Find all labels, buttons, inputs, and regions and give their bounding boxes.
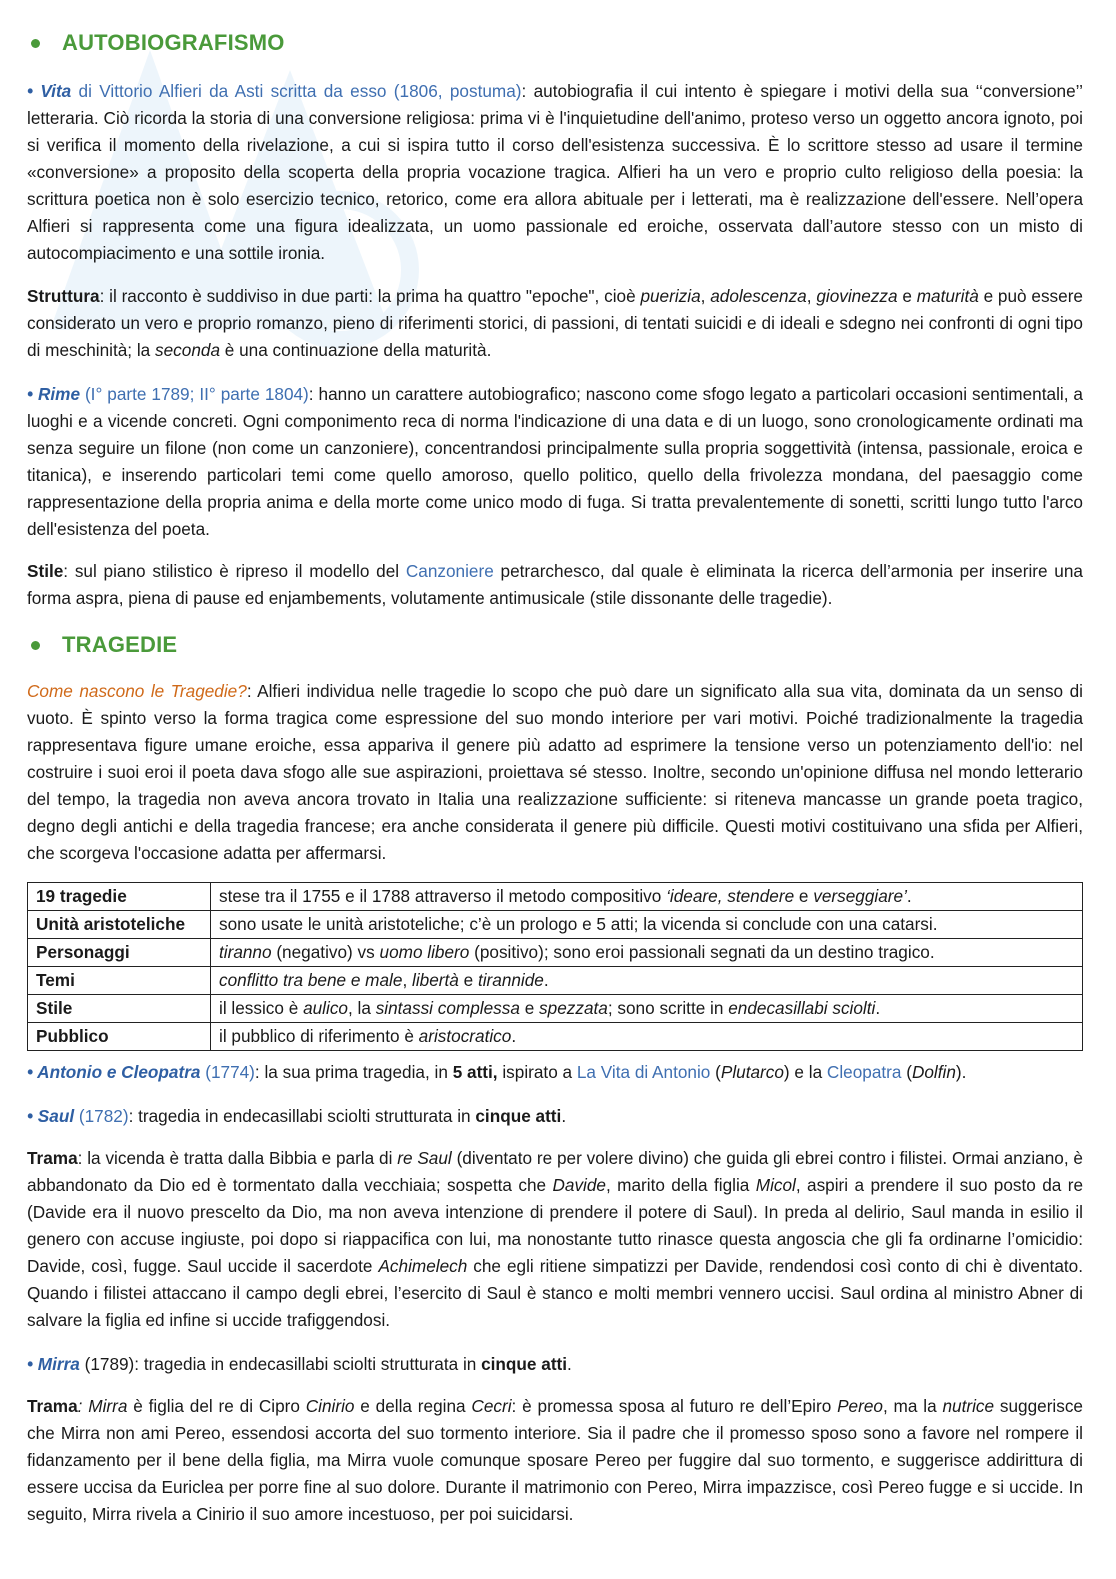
paragraph-struttura: Struttura: il racconto è suddiviso in due parti: la prima ha quattro "epoche", cioè puerizia, adolescenza, giovinezza e maturità e può essere considerato un vero e proprio romanzo, pieno di riferimenti storici, di passioni, di tentati suicidi e di ideali e sdegno nei confronti di ogni tipo di meschinità; la seconda è una continuazione della maturità.: [27, 286, 1083, 360]
tragedie-summary-table: [27, 882, 1083, 1051]
bullet-icon: [31, 39, 40, 48]
paragraph-come-nascono: Come nascono le Tragedie?: Alfieri individua nelle tragedie lo scopo che può dare un significato alla sua vita, dominata da un senso di vuoto. È spinto verso la forma tragica come espressione del suo mondo interiore per vari motivi. Poiché tradizionalmente la tragedia rappresentava figure umane eroiche, essa appariva il genere più adatto ad esprimere la tensione verso un potenziamento dell'io: nel costruire i suoi eroi il poeta dava sfogo alle sue aspirazioni, proiettava sé stesso. Inoltre, secondo un'opinione diffusa nel mondo letterario del tempo, la tragedia non aveva ancora trovato in Italia una realizzazione sufficiente: si riteneva mancasse un grande poeta tragico, degno degli antichi e della tragedia francese; era anche considerata il genere più difficile. Questi motivi costituivano una sfida per Alfieri, che scorgeva l'occasione adatta per affermarsi.: [27, 681, 1083, 863]
table-row: Temi conflitto tra bene e male, libertà e tirannide.: [28, 967, 1083, 995]
paragraph-trama-mirra: Trama: Mirra è figlia del re di Cipro Cinirio e della regina Cecri: è promessa sposa al futuro re dell’Epiro Pereo, ma la nutrice suggerisce che Mirra non ami Pereo, essendosi accorta del suo tormento interiore. Sia il padre che il promesso sposo sono a favore nel rompere il fidanzamento per il bene della figlia, ma Mirra vuole comunque sposare Pereo per fuggire dal suo tormento, e suggerisce addirittura di essere uccisa da Euriclea per porre fine al suo dolore. Durante il matrimonio con Pereo, Mirra impazzisce, così Pereo fugge e si uccide. In seguito, Mirra rivela a Cinirio il suo amore incestuoso, per poi suicidarsi.: [27, 1396, 1083, 1524]
paragraph-saul: • Saul (1782): tragedia in endecasillabi sciolti strutturata in cinque atti.: [27, 1106, 567, 1126]
rime-title: Rime: [37, 384, 80, 404]
bullet-icon: [31, 641, 40, 650]
paragraph-stile: Stile: sul piano stilistico è ripreso il modello del Canzoniere petrarchesco, dal quale è eliminata la ricerca dell’armonia per inserire una forma aspra, piena di pause ed enjambements, volutamente antimusicale (stile dissonante delle tragedie).: [27, 561, 1083, 608]
rime-meta: (I° parte 1789; II° parte 1804): [80, 384, 309, 404]
table-row: Unità aristoteliche sono usate le unità aristoteliche; c’è un prologo e 5 atti; la vicenda si conclude con una catarsi.: [28, 911, 1083, 939]
stile-label: Stile: [27, 561, 64, 581]
table-row: Pubblico il pubblico di riferimento è aristocratico.: [28, 1023, 1083, 1051]
paragraph-trama-saul: Trama: la vicenda è tratta dalla Bibbia e parla di re Saul (diventato re per volere divino) che guida gli ebrei contro i filistei. Ormai anziano, è abbandonato da Dio ed è tormentato dalla vecchiaia; sospetta che Davide, marito della figlia Micol, aspiri a prendere il suo posto da re (Davide era il nuovo prescelto da Dio, ma non aveva intenzione di prendere il potere di Saul). In preda al delirio, Saul manda in esilio il genero con accuse ingiuste, poi dopo si riappacifica con lui, ma nonostante tutto rinasce questa angoscia che gli fa ordinarne l’omicidio: Davide, così, fugge. Saul uccide il sacerdote Achimelech che egli ritiene simpatizzi per Davide, rendendosi così conto di chi è diventato. Quando i filistei attaccano il campo degli ebrei, l’esercito di Saul è stanco e molti membri vennero uccisi. Saul ordina al ministro Abner di salvare la figlia ed infine si uccide trafiggendosi.: [27, 1148, 1083, 1330]
section-heading-tragedie: TRAGEDIE: [62, 632, 177, 658]
paragraph-mirra: • Mirra (1789): tragedia in endecasillabi sciolti strutturata in cinque atti.: [27, 1354, 572, 1374]
section-heading-autobiografismo: AUTOBIOGRAFISMO: [62, 30, 285, 56]
paragraph-vita: • Vita di Vittorio Alfieri da Asti scritta da esso (1806, postuma): autobiografia il cui intento è spiegare i motivi della sua ‘‘conversione’’ letteraria. Ciò ricorda la storia di una conversione religiosa: prima vi è l'inquietudine dell'animo, proteso verso un oggetto ancora ignoto, poi si verifica il momento della rivelazione, a cui si ispira tutto il corso dell'esistenza successiva. È lo scrittore stesso ad usare il termine «conversione» a proposito della scoperta della propria vocazione tragica. Alfieri ha un vero e proprio culto religioso della poesia: la scrittura poetica non è solo esercizio tecnico, retorico, come era allora abituale per i letterati, ma è realizzazione dell'essere. Nell’opera Alfieri si rappresenta come una figura idealizzata, un uomo passionale ed eroiche, osservata dall’autore stesso con un misto di autocompiacimento e una sottile ironia.: [27, 81, 1083, 263]
canzoniere-reference: Canzoniere: [405, 561, 494, 581]
antonio-title: Antonio e Cleopatra: [37, 1062, 201, 1082]
table-row: Stile il lessico è aulico, la sintassi complessa e spezzata; sono scritte in endecasillabi sciolti.: [28, 995, 1083, 1023]
table-row: 19 tragedie stese tra il 1755 e il 1788 attraverso il metodo compositivo ‘ideare, stendere e verseggiare’.: [28, 883, 1083, 911]
struttura-label: Struttura: [27, 286, 100, 306]
table-row: Personaggi tiranno (negativo) vs uomo libero (positivo); sono eroi passionali segnati da un destino tragico.: [28, 939, 1083, 967]
paragraph-antonio-cleopatra: • Antonio e Cleopatra (1774): la sua prima tragedia, in 5 atti, ispirato a La Vita di Antonio (Plutarco) e la Cleopatra (Dolfin).: [27, 1062, 967, 1082]
saul-title: Saul: [37, 1106, 75, 1126]
vita-meta: di Vittorio Alfieri da Asti scritta da esso (1806, postuma): [71, 81, 522, 101]
vita-title: Vita: [40, 81, 72, 101]
mirra-title: Mirra: [37, 1354, 80, 1374]
paragraph-rime: • Rime (I° parte 1789; II° parte 1804): hanno un carattere autobiografico; nascono come sfogo legato a particolari occasioni sentimentali, a luoghi e a vicende concreti. Ogni componimento reca di norma l'indicazione di una data e di un luogo, sono cronologicamente ordinati ma senza seguire un filone (non come un canzoniere), concentrandosi principalmente sulla propria soggettività (intensa, passionale, eroica e titanica), e inserendo particolari temi come quello amoroso, quello politico, quello della frivolezza mondana, del paesaggio come rappresentazione della propria anima e della morte come unico modo di fuga. Si tratta prevalentemente di sonetti, scritti lungo tutto l'arco dell'esistenza del poeta.: [27, 384, 1083, 539]
come-label: Come nascono le Tragedie?: [27, 681, 247, 701]
